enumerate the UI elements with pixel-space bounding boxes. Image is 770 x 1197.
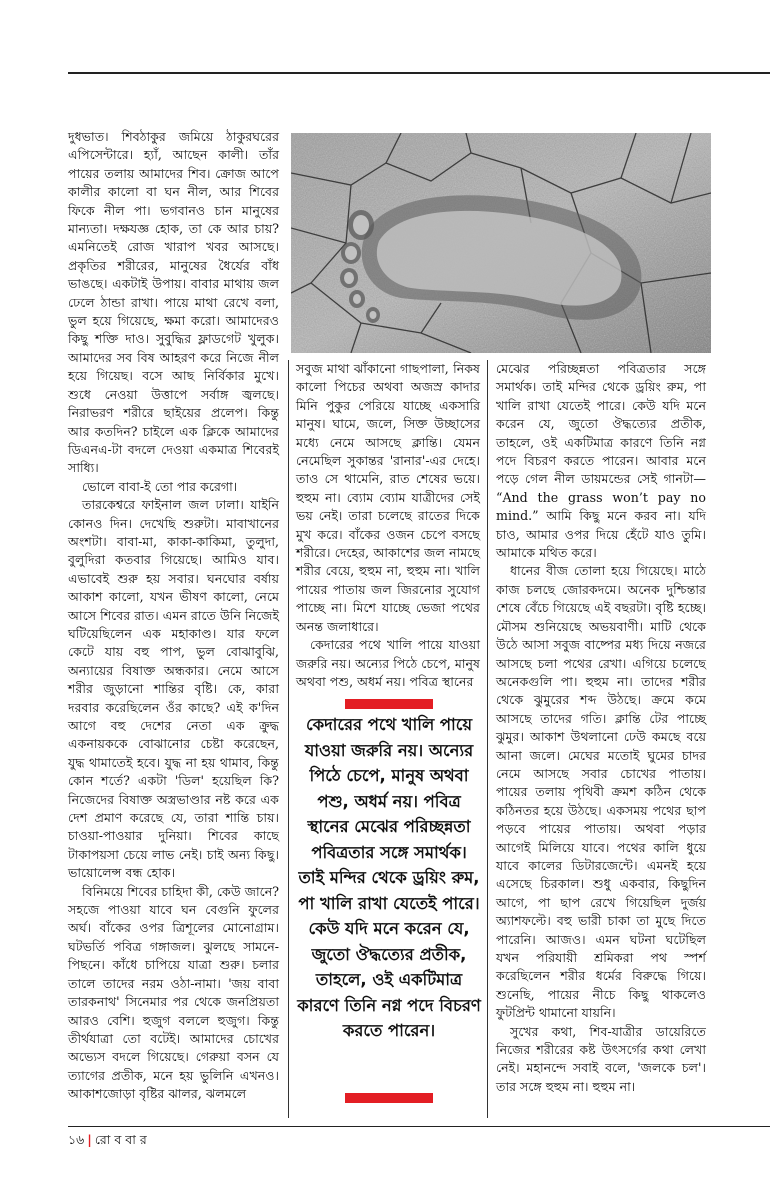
page-number: ১৬ <box>68 1132 85 1147</box>
footer-separator: | <box>87 1132 92 1147</box>
pull-quote: কেদারের পথে খালি পায়ে যাওয়া জরুরি নয়। অন্যের পিঠে চেপে, মানুষ অথবা পশু, অধর্ম নয়। পবিত্র স্থানের মেঝের পরিচ্ছন্নতা পবিত্রতার সঙ্গে সমার্থক। তাই মন্দির থেকে ড্রয়িং রুম, পা খালি রাখা যেতেই পারে। কেউ যদি মনে করেন যে, জুতো ঔদ্ধত্যের প্রতীক, তাহলে, ওই একটিমাত্র কারণে তিনি নগ্ন পদে বিচরণ করতে পারেন। <box>297 715 481 1040</box>
paragraph: ধানের বীজ তোলা হয়ে গিয়েছে। মাঠে কাজ চলছে জোরকদমে। অনেক দুশ্চিন্তার শেষে বেঁচে গিয়েছে এই বছরটা। বৃষ্টি হচ্ছে। মৌসম শুনিয়েছে অভয়বাণী। মাটি থেকে উঠে আসা সবুজ বাষ্পের মধ্য দিয়ে নজরে আসছে চলা পথের রেখা। এগিয়ে চলেছে অনেকগুলি পা। হুহুম না। তাদের শরীর থেকে ঝুমুরের শব্দ উঠছে। ক্রমে কমে আসছে তাদের গতি। ক্লান্তি টের পাচ্ছে ঝুমুর। আকাশ উথলানো ঢেউ কমছে বয়ে আনা জলে। মেঘের মতোই ঘুমের চাদর নেমে আসছে সবার চোখের পাতায়। পায়ের তলায় পৃথিবী ক্রমশ কঠিন থেকে কঠিনতর হয়ে উঠছে। একসময় পথের ছাপ পড়বে পায়ের পাতায়। অথবা পড়ার আগেই মিলিয়ে যাবে। পথের কালি ধুয়ে যাবে কালের ডিটারজেন্টে। এমনই হয়ে এসেছে চিরকাল। শুধু একবার, কিছুদিন আগে, পা ছাপ রেখে গিয়েছিল দুর্জয় অ্যাশফল্টে। বহু ভারী চাকা তা মুছে দিতে পারেনি। আজও। এমন ঘটনা ঘটেছিল যখন পরিযায়ী শ্রমিকরা পথ স্পর্শ করেছিলেন শরীর ধর্মের বিরুদ্ধে গিয়ে। শুনেছি, পায়ের নীচে কিছু থাকলেও ফুটপ্রিন্ট থামানো যায়নি। <box>496 563 706 1021</box>
column-divider-right <box>487 360 488 1118</box>
article-column-1 <box>68 128 279 1104</box>
footprint-photo <box>291 133 711 353</box>
pull-quote-top-bar <box>345 699 433 709</box>
column-divider-left <box>288 360 289 1118</box>
paragraph: তারকেশ্বরে ফাইনাল জল ঢালা। যাইনি কোনও দিন। দেখেছি শুরুটা। মাবাখানের অংশটা। বাবা-মা, কাকা-কাকিমা, তুলুদা, বুলুদিরা কতবার গিয়েছে। আমিও যাব। এভাবেই শুরু হয় সবার। ঘনঘোর বর্ষায় আকাশ কালো, যখন ভীষণ কালো, নেমে আসে শিবের রাত। এমন রাতে উনি নিজেই ঘটিয়েছিলেন এক মহাকাণ্ড। যার ফলে কেটে যায় বহু পাপ, ভুল বোঝাবুঝি, অন্যায়ের বিষাক্ত অন্ধকার। নেমে আসে শরীর জুড়ানো শান্তির বৃষ্টি। কে, কারা দরবার করেছিলেন ওঁর কাছে? এই ক'দিন আগে বহু দেশের নেতা এক ক্রুদ্ধ একনায়ককে বোঝানোর চেষ্টা করেছেন, যুদ্ধ থামাতেই হবে। যুদ্ধ না হয় থামাব, কিন্তু কোন শর্তে? একটা 'ডিল' হয়েছিল কি? নিজেদের বিষাক্ত অস্ত্রভাণ্ডার নষ্ট করে এক দেশ প্রমাণ করেছে যে, তারা শান্তি চায়। চাওয়া-পাওয়ার দুনিয়া। শিবের কাছে টাকাপয়সা চেয়ে লাভ নেই। চাই অন্য কিছু। ভায়োলেন্স বন্ধ হোক। <box>68 497 279 881</box>
footer-rule <box>68 1126 770 1127</box>
article-column-2 <box>296 360 480 691</box>
paragraph: সবুজ মাথা ঝাঁকানো গাছপালা, নিকষ কালো পিচের অথবা অজস্র কাদার মিনি পুকুর পেরিয়ে যাচ্ছে একসারি মানুষ। ঘামে, জলে, সিক্ত উচ্ছাসের মধ্যে নেমে আসছে ক্লান্তি। যেমন নেমেছিল সুকান্তর 'রানার'-এর দেহে। তাও সে থামেনি, রাত শেষের ভয়ে। হুহুম না। ব্যোম ব্যোম যাত্রীদের সেই ভয় নেই। তারা চলেছে রাতের দিকে মুখ করে। বাঁকের ওজন চেপে বসছে শরীরে। দেহের, আকাশের জল নামছে শরীর বেয়ে, হুহুম না, হুহুম না। খালি পায়ের পাতায় জল জিরনোর সুযোগ পাচ্ছে না। মিশে যাচ্ছে ভেজা পথের অনন্ত জলাধারে। <box>296 361 480 634</box>
magazine-name: রো ব বা র <box>94 1132 147 1147</box>
page-footer <box>68 1132 147 1152</box>
paragraph: ভোলে বাবা-ই তো পার করেগা। <box>82 478 238 494</box>
paragraph: দুধভাত। শিবঠাকুর জমিয়ে ঠাকুরঘরের এপিসেন্টারে। হ্যাঁ, আছেন কালী। তাঁর পায়ের তলায় আমাদের শিব। ক্রোজ আপে কালীর কালো বা ঘন নীল, আর শিবের ফিকে নীল পা। ভগবানও চান মানুষের মান্যতা। দক্ষযজ্ঞ হোক, তা কে আর চায়? এমনিতেই রোজ খারাপ খবর আসছে। প্রকৃতির শরীরের, মানুষের ধৈর্যের বাঁধ ভাঙছে। একটাই উপায়। বাবার মাথায় জল ঢেলে ঠান্ডা রাখা। পায়ে মাথা রেখে বলা, ভুল হয়ে গিয়েছে, ক্ষমা করো। আমাদেরও কিছু শক্তি দাও। সুবুদ্ধির ফ্লাডগেট খুলুক। আমাদের সব বিষ আহরণ করে নিজে নীল হয়ে গিয়েছ। বসে আছ নির্বিকার মুখে। শুধে নেওয়া উত্তাপে সর্বাঙ্গ জ্বলছে। নিরাভরণ শরীরে ছাইয়ের প্রলেপ। কিন্তু আর কতদিন? চাইলে এক ক্লিকে আমাদের ডিএনএ-টা বদলে দেওয়া একমাত্র শিবেরই সাধ্যি। <box>68 129 279 476</box>
pull-quote-bottom-bar <box>345 1093 433 1103</box>
paragraph: সুখের কথা, শিব-যাত্রীর ডায়েরিতে নিজের শরীরের কষ্ট উৎসর্গের কথা লেখা নেই। মহানন্দে সবাই বলে, 'জলকে চল'। তার সঙ্গে হুহুম না। হুহুম না। <box>496 1023 706 1094</box>
article-column-3 <box>496 360 706 1096</box>
paragraph: কেদারের পথে খালি পায়ে যাওয়া জরুরি নয়। অন্যের পিঠে চেপে, মানুষ অথবা পশু, অধর্ম নয়। পবিত্র স্থানের <box>296 637 480 689</box>
header-rule <box>68 72 770 74</box>
paragraph: বিনিময়ে শিবের চাহিদা কী, কেউ জানে? সহজে পাওয়া যাবে ঘন বেগুনি ফুলের অর্ঘ। বাঁকের ওপর ত্রিশূলের মোনোগ্রাম। ঘটভর্তি পবিত্র গঙ্গাজল। ঝুলছে সামনে-পিছনে। কাঁধে চাপিয়ে যাত্রা শুরু। চলার তালে তাদের নরম ওঠা-নামা। 'জয় বাবা তারকনাথ' সিনেমার পর থেকে জনপ্রিয়তা আরও বেশি। হুজুগ বললে হুজুগ। কিন্তু তীর্থযাত্রা তো বটেই। আমাদের চোখের অভ্যেস বদলে গিয়েছে। গেরুয়া বসন যে ত্যাগের প্রতীক, মনে হয় ভুলিনি এখনও। আকাশজোড়া বৃষ্টির ঝালর, ঝলমলে <box>68 883 279 1102</box>
paragraph: মেঝের পরিচ্ছন্নতা পবিত্রতার সঙ্গে সমার্থক। তাই মন্দির থেকে ড্রয়িং রুম, পা খালি রাখা যেতেই পারে। কেউ যদি মনে করেন যে, জুতো ঔদ্ধত্যের প্রতীক, তাহলে, ওই একটিমাত্র কারণে তিনি নগ্ন পদে বিচরণ করতে পারেন। আবার মনে পড়ে গেল নীল ডায়মন্ডের সেই গানটা— “And the grass won’t pay no mind.” আমি কিছু মনে করব না। যদি চাও, আমার ওপর দিয়ে হেঁটে যাও তুমি। আমাকে মথিত করে। <box>496 361 706 561</box>
